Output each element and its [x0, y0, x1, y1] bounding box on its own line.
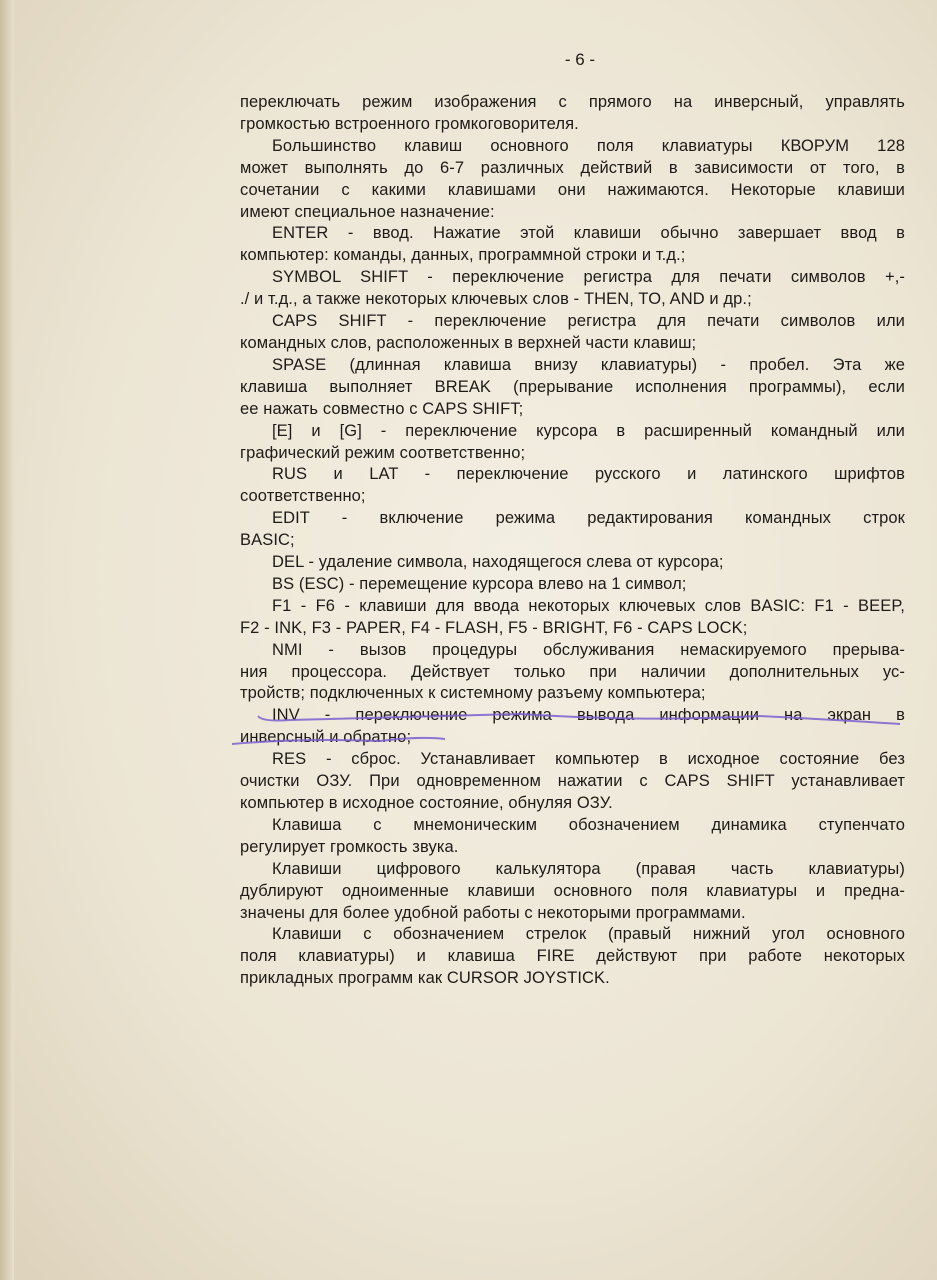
text-line: имеют специальное назначение:: [240, 202, 495, 221]
text-line: EDIT - включение режима редактирования командных строк: [272, 509, 905, 528]
text-line: ния процессора. Действует только при наличии дополнительных ус-: [240, 662, 905, 681]
text-line: SYMBOL SHIFT - переключение регистра для печати символов +,-: [272, 268, 905, 287]
text-line: компьютер в исходное состояние, обнуляя ОЗУ.: [240, 794, 613, 812]
text-line: клавиша выполняет BREAK (прерывание исполнения программы), если: [240, 377, 905, 396]
text-line: соответственно;: [240, 487, 366, 506]
text-line: F1 - F6 - клавиши для ввода некоторых ключевых слов BASIC: F1 - BEEP,: [272, 596, 905, 615]
text-line: BS (ESC) - перемещение курсора влево на 1 символ;: [272, 574, 687, 593]
text-line: может выполнять до 6-7 различных действий в зависимости от того, в: [240, 158, 905, 177]
text-line: Клавиша с мнемоническим обозначением динамика ступенчато: [272, 815, 905, 834]
text-line: NMI - вызов процедуры обслуживания немаскируемого прерыва-: [272, 640, 905, 659]
text-line: INV - переключение режима вывода информации на экран в: [272, 706, 905, 725]
text-line: дублируют одноименные клавиши основного поля клавиатуры и предна-: [240, 881, 905, 900]
text-line: инверсный и обратно;: [240, 728, 412, 747]
text-line: Клавиши с обозначением стрелок (правый нижний угол основного: [272, 925, 905, 944]
text-line: ./ и т.д., а также некоторых ключевых слов - THEN, TO, AND и др.;: [240, 290, 752, 309]
text-line: командных слов, расположенных в верхней части клавиш;: [240, 333, 697, 352]
text-line: Большинство клавиш основного поля клавиатуры КВОРУМ 128: [272, 136, 905, 155]
page-number: - 6 -: [564, 50, 596, 69]
document-body: [240, 92, 905, 990]
text-line: DEL - удаление символа, находящегося слева от курсора;: [272, 553, 724, 572]
text-line: Клавиши цифрового калькулятора (правая часть клавиатуры): [272, 859, 905, 878]
text-line: RES - сброс. Устанавливает компьютер в исходное состояние без: [272, 750, 905, 769]
text-line: графический режим соответственно;: [240, 443, 526, 462]
text-line: тройств; подключенных к системному разъему компьютера;: [240, 684, 706, 703]
text-line: значены для более удобной работы с некоторыми программами.: [240, 903, 746, 922]
text-line: ENTER - ввод. Нажатие этой клавиши обычно завершает ввод в: [272, 224, 905, 243]
text-line: регулирует громкость звука.: [240, 837, 459, 856]
text-line: поля клавиатуры) и клавиша FIRE действуют при работе некоторых: [240, 947, 905, 966]
text-line: CAPS SHIFT - переключение регистра для печати символов или: [272, 312, 905, 331]
text-line: SPASE (длинная клавиша внизу клавиатуры) - пробел. Эта же: [272, 355, 905, 374]
text-line: [E] и [G] - переключение курсора в расширенный командный или: [272, 421, 905, 440]
text-line: компьютер: команды, данных, программной строки и т.д.;: [240, 246, 686, 265]
text-line: RUS и LAT - переключение русского и латинского шрифтов: [272, 465, 905, 484]
text-line: громкостью встроенного громкоговорителя.: [240, 114, 579, 133]
text-line: F2 - INK, F3 - PAPER, F4 - FLASH, F5 - BRIGHT, F6 - CAPS LOCK;: [240, 618, 748, 637]
text-line: очистки ОЗУ. При одновременном нажатии с CAPS SHIFT устанавливает: [240, 772, 905, 791]
scan-edge: [0, 0, 14, 1280]
text-line: сочетании с какими клавишами они нажимаются. Некоторые клавиши: [240, 180, 905, 199]
text-line: ее нажать совместно с CAPS SHIFT;: [240, 399, 524, 418]
text-line: переключать режим изображения с прямого на инверсный, управлять: [240, 93, 905, 111]
text-line: BASIC;: [240, 531, 295, 550]
text-line: прикладных программ как CURSOR JOYSTICK.: [240, 969, 610, 988]
